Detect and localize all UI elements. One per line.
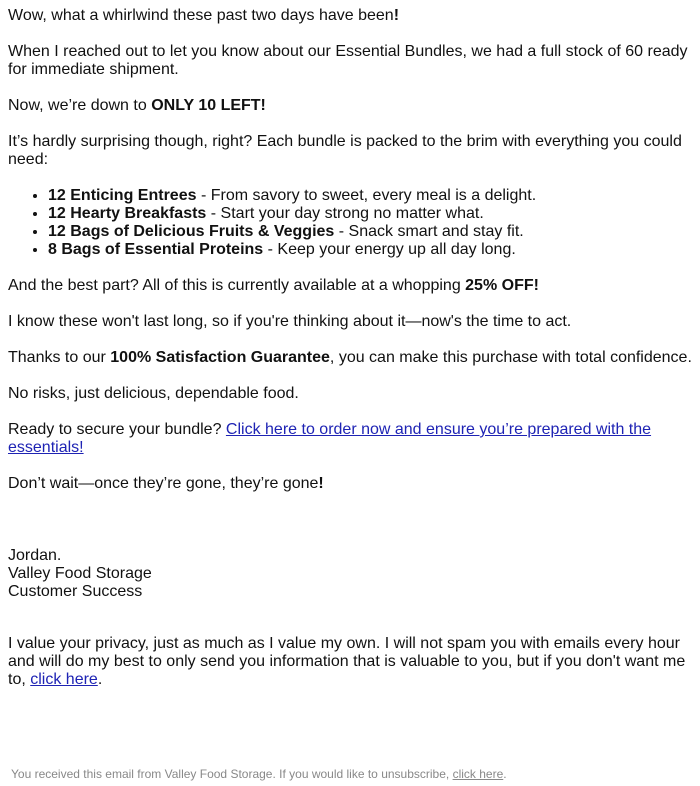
privacy-text: I value your privacy, just as much as I value my own. I will not spam you with emails every hour and will do my best to only send you information that is valuable to you, but if you don't want me to, [8,635,686,688]
unsubscribe-footer [11,767,507,781]
list-item-title: 12 Hearty Breakfasts [48,205,207,222]
list-item-desc: - Keep your energy up all day long. [263,241,516,258]
cta-text: Ready to secure your bundle? [8,421,226,438]
closing-text: Don’t wait—once they’re gone, they’re gone [8,475,319,492]
guarantee-paragraph [8,349,696,367]
spacer [8,601,696,635]
discount-text: And the best part? All of this is currently available at a whopping [8,277,466,294]
cta-paragraph [8,421,696,457]
bundle-intro-paragraph: It’s hardly surprising though, right? Each bundle is packed to the brim with everything you could need: [8,133,682,168]
order-now-link[interactable]: Click here to order now and ensure you’re prepared with the essentials! [8,421,652,456]
spacer [8,511,696,547]
unsubscribe-link[interactable]: click here [452,767,504,781]
guarantee-name: 100% Satisfaction Guarantee [110,349,330,366]
guarantee-pre: Thanks to our [8,349,111,366]
list-item [48,241,696,259]
list-item-title: 12 Enticing Entrees [48,187,197,204]
privacy-end: . [97,671,103,688]
list-item-title: 12 Bags of Delicious Fruits & Veggies [48,223,335,240]
discount-paragraph [8,277,696,295]
signature-role: Customer Success [8,583,143,600]
list-item [48,187,696,205]
list-item [48,205,696,223]
urgency-paragraph: I know these won't last long, so if you're thinking about it—now's the time to act. [8,313,572,330]
list-item [48,223,696,241]
email-body [8,7,696,707]
bundle-contents-list [8,187,696,259]
list-item-desc: - From savory to sweet, every meal is a delight. [196,187,537,204]
intro-text: Wow, what a whirlwind these past two days have been [8,7,394,24]
remaining-paragraph [8,97,696,115]
stock-paragraph: When I reached out to let you know about our Essential Bundles, we had a full stock of 60 ready for immediate shipment. [8,43,688,78]
closing-paragraph [8,475,696,493]
intro-exclamation: ! [393,7,400,24]
footer-end: . [503,767,507,781]
footer-text: You received this email from Valley Food Storage. If you would like to unsubscribe, [11,767,453,781]
intro-paragraph [8,7,696,25]
discount-amount: 25% OFF! [465,277,539,294]
guarantee-post: , you can make this purchase with total confidence. [329,349,692,366]
signature [8,547,696,601]
privacy-paragraph [8,635,696,689]
signature-name: Jordan. [8,547,62,564]
remaining-count: ONLY 10 LEFT! [151,97,266,114]
privacy-click-here-link[interactable]: click here [30,671,98,688]
list-item-desc: - Snack smart and stay fit. [334,223,524,240]
signature-company: Valley Food Storage [8,565,152,582]
closing-exclamation: ! [318,475,324,492]
list-item-desc: - Start your day strong no matter what. [206,205,484,222]
no-risk-paragraph: No risks, just delicious, dependable food. [8,385,299,402]
remaining-text: Now, we’re down to [8,97,152,114]
list-item-title: 8 Bags of Essential Proteins [48,241,264,258]
